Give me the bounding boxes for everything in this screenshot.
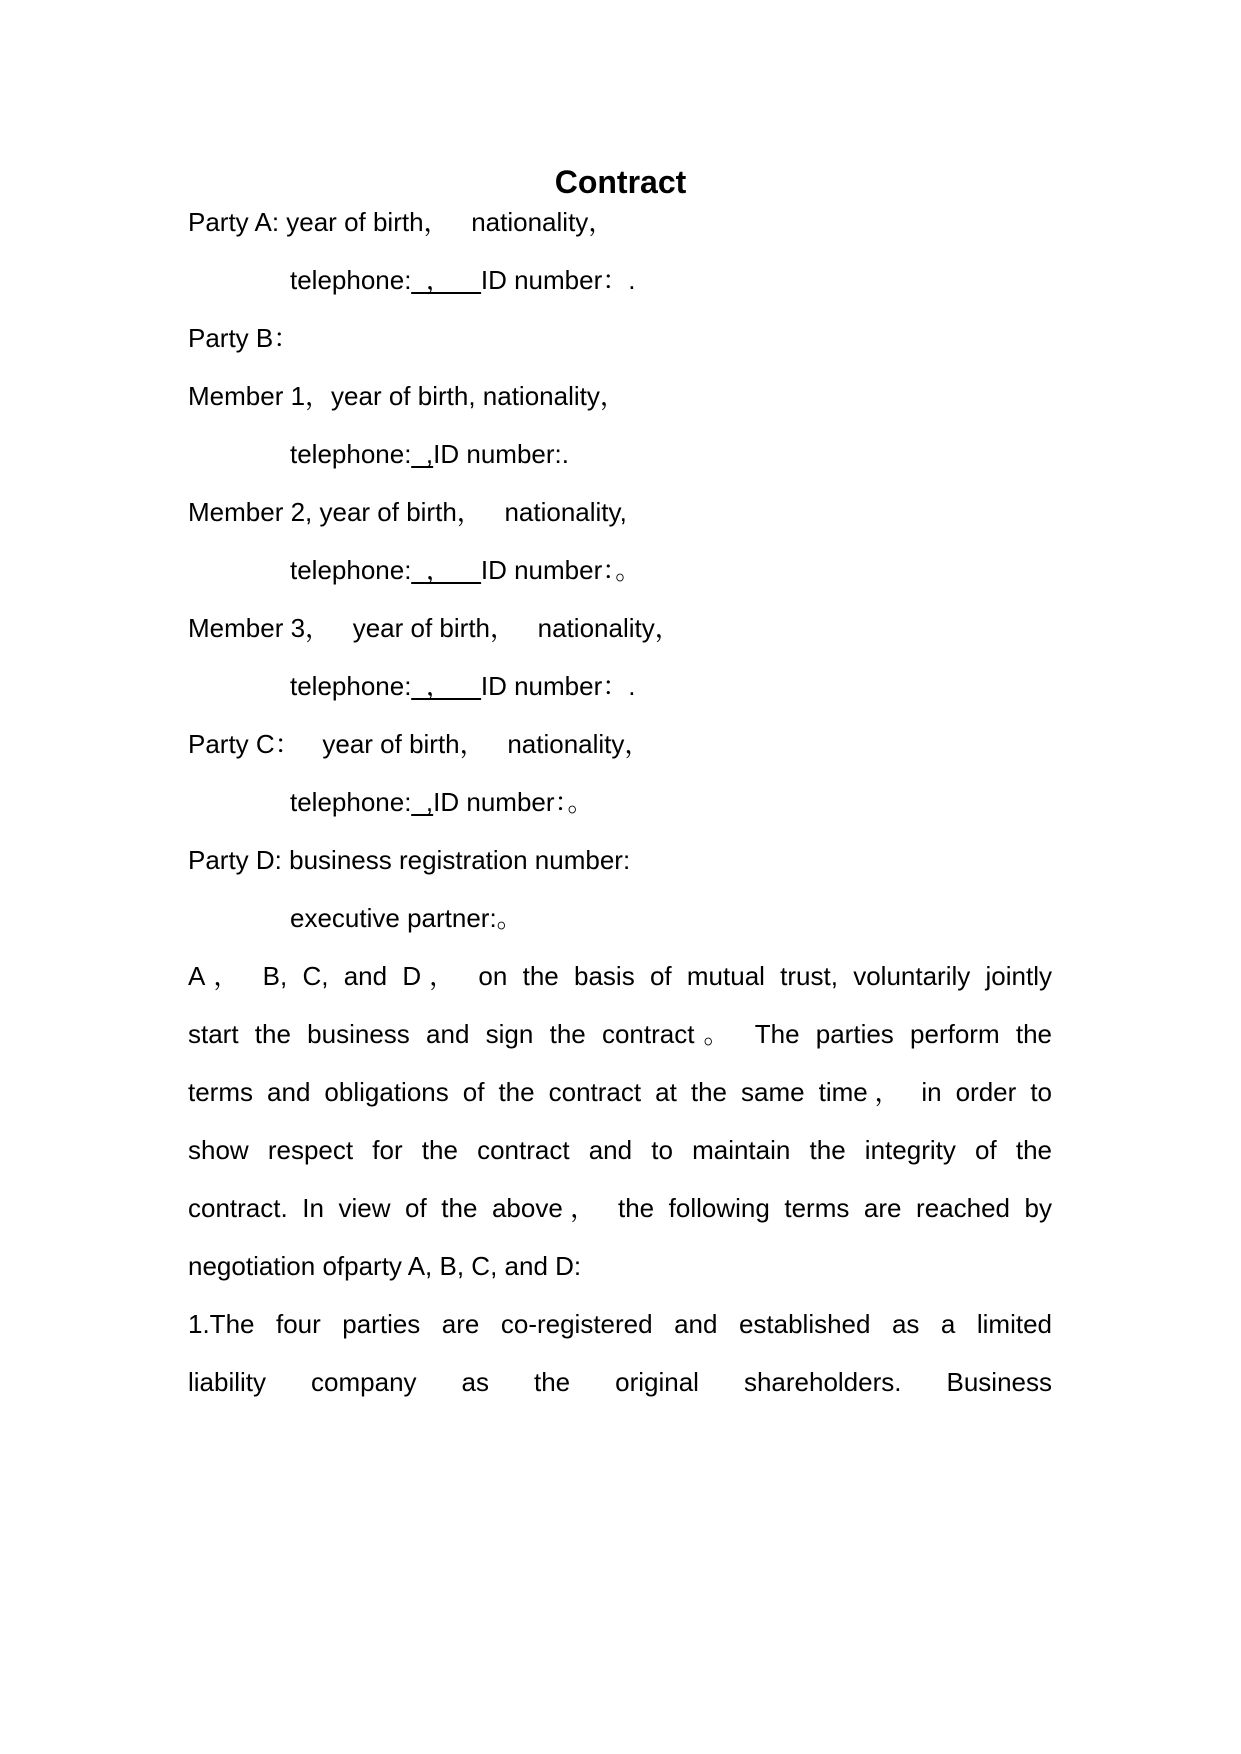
preamble-line: show respect for the contract and to maintain the integrity of the [188,1135,1052,1165]
member-1-telephone-blank: _, [411,439,434,469]
party-a-contact-line [290,262,1154,298]
member-2-contact-line [290,552,1154,588]
member-1-contact-line [290,436,1154,472]
party-c-id-label: ID number：。 [433,787,594,817]
party-b-heading: Party B： [188,323,300,353]
member-2-telephone-label: telephone: [290,555,412,585]
clause-1-line: 1.The four parties are co-registered and established as a limited [188,1309,1052,1339]
preamble-line-last: negotiation ofparty A, B, C, and D: [188,1251,582,1281]
member-3-line: Member 3， year of birth， nationality， [188,613,681,643]
party-c-line: Party C： year of birth， nationality， [188,729,651,759]
preamble-line: contract. In view of the above， the following terms are reached by [188,1193,1052,1223]
member-2-id-label: ID number：。 [480,555,642,585]
party-a-line: Party A: year of birth， nationality， [188,207,615,237]
preamble-line: start the business and sign the contract。 The parties perform the [188,1019,1052,1049]
member-1-id-label: ID number:. [433,439,569,469]
clause-1-line: liability company as the original shareholders. Business [188,1367,1052,1397]
party-d-line: Party D: business registration number: [188,845,631,875]
member-1-telephone-label: telephone: [290,439,412,469]
party-a-telephone-label: telephone: [290,265,412,295]
party-a-id-label: ID number：. [480,265,636,295]
member-3-telephone-blank: _，__ [411,671,481,701]
party-a-telephone-blank: _，__ [411,265,481,295]
party-c-telephone-blank: _, [411,787,434,817]
member-2-line: Member 2, year of birth， nationality, [188,497,627,527]
member-3-id-label: ID number：. [480,671,636,701]
preamble-line: terms and obligations of the contract at the same time， in order to [188,1077,1052,1107]
member-3-contact-line [290,668,1154,704]
party-c-contact-line [290,784,1154,820]
member-1-line: Member 1，year of birth, nationality， [188,381,626,411]
preamble-line: A， B, C, and D， on the basis of mutual trust, voluntarily jointly [188,961,1052,991]
member-3-telephone-label: telephone: [290,671,412,701]
party-d-executive-partner: executive partner:。 [290,903,523,933]
member-2-telephone-blank: _，__ [411,555,481,585]
party-c-telephone-label: telephone: [290,787,412,817]
document-title: Contract [554,164,687,200]
